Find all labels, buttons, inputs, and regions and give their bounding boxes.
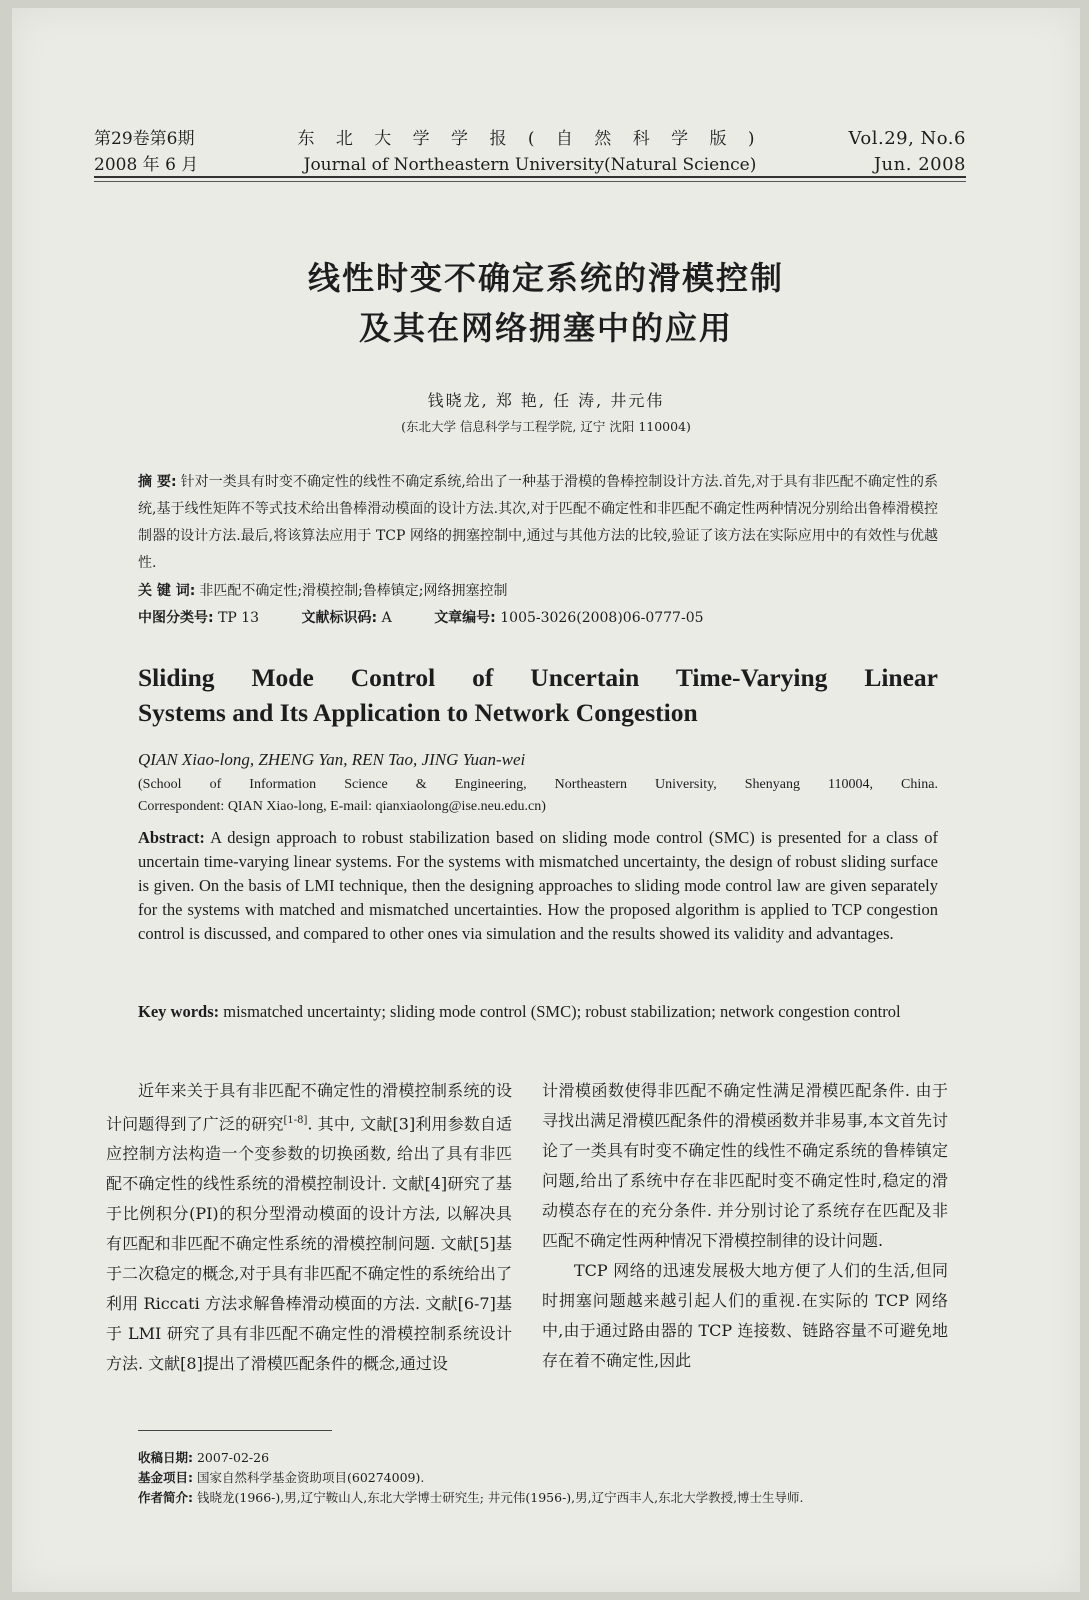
date-cn: 2008 年 6 月 (94, 155, 199, 175)
clc-label: 中图分类号: (138, 610, 214, 626)
received-value: 2007-02-26 (196, 1450, 270, 1465)
title-cn-line1: 线性时变不确定系统的滑模控制 (307, 259, 784, 297)
journal-name-cn: 东 北 大 学 学 报 ( 自 然 科 学 版 ) (297, 129, 763, 149)
footnotes (138, 1448, 968, 1508)
keywords-cn-label: 关 键 词: (138, 583, 196, 599)
title-en-line1: Sliding Mode Control of Uncertain Time-Varying Linear (138, 663, 938, 692)
title-en (138, 660, 938, 730)
keywords-en-text: mismatched uncertainty; sliding mode control (SMC); robust stabilization; network congestion control (223, 1002, 901, 1021)
keywords-en (138, 1000, 938, 1024)
body-paragraph: TCP 网络的迅速发展极大地方便了人们的生活,但同时拥塞问题越来越引起人们的重视.在实际的 TCP 网络中,由于通过路由器的 TCP 连接数、链路容量不可避免地存在着不确定性,因此 (542, 1261, 948, 1370)
title-cn (12, 253, 1080, 353)
volume-issue-en: Vol.29, No.6 (848, 128, 966, 149)
classification-row (138, 605, 938, 632)
issue-info-en (849, 126, 966, 178)
authors-en: QIAN Xiao-long, ZHENG Yan, REN Tao, JING Yuan-wei (138, 750, 526, 769)
affiliation-cn: (东北大学 信息科学与工程学院, 辽宁 沈阳 110004) (401, 419, 691, 434)
body-column-left (106, 1076, 512, 1379)
abstract-cn-label: 摘 要: (138, 474, 177, 490)
fund-label: 基金项目: (138, 1470, 193, 1485)
keywords-cn (138, 578, 938, 605)
paper-page (12, 8, 1080, 1592)
bio-label: 作者简介: (138, 1490, 193, 1505)
abstract-cn-text: 针对一类具有时变不确定性的线性不确定系统,给出了一种基于滑模的鲁棒控制设计方法.首先,对于具有非匹配不确定性的系统,基于线性矩阵不等式技术给出鲁棒滑动模面的设计方法.其次,对于匹配不确定性和非匹配不确定性两种情况分别给出鲁棒滑模控制器的设计方法.最后,将该算法应用于 TCP 网络的拥塞控制中,通过与其他方法的比较,验证了该方法在实际应用中的有效性与优越性. (138, 474, 938, 571)
header-rule-thick (94, 176, 966, 178)
abstract-en-text: A design approach to robust stabilization based on sliding mode control (SMC) is presented for a class of uncertain time-varying linear systems. For the systems with mismatched uncertainty, the design of robust sliding surface is given. On the basis of LMI technique, then the designing approaches to sliding mode control law are given separately for the systems with matched and mismatched uncertainties. How the proposed algorithm is applied to TCP congestion control is discussed, and compared to other ones via simulation and the results showed its validity and advantages. (138, 828, 938, 943)
received-label: 收稿日期: (138, 1450, 193, 1465)
footnote-fund (138, 1468, 968, 1488)
volume-issue-cn: 第29卷第6期 (94, 129, 195, 149)
keywords-en-label: Key words: (138, 1002, 220, 1021)
bio-value: 钱晓龙(1966-),男,辽宁鞍山人,东北大学博士研究生; 井元伟(1956-),男,辽宁西丰人,东北大学教授,博士生导师. (196, 1490, 804, 1505)
body-left-p1-a: 近年来关于具有非匹配不确定性的滑模控制系统的设计问题得到了广泛的研究 (106, 1081, 512, 1134)
body-paragraph (106, 1076, 512, 1379)
affiliation-en-line2: Correspondent: QIAN Xiao-long, E-mail: qianxiaolong@ise.neu.edu.cn) (138, 799, 546, 814)
doc-code-label: 文献标识码: (301, 610, 378, 626)
abstract-en-label: Abstract: (138, 828, 205, 847)
title-cn-line2: 及其在网络拥塞中的应用 (358, 309, 733, 347)
affiliation-en (138, 774, 938, 818)
clc-value: TP 13 (218, 610, 260, 626)
body-paragraph: 计滑模函数使得非匹配不确定性满足滑模匹配条件. 由于寻找出满足滑模匹配条件的滑模函数并非易事,本文首先讨论了一类具有时变不确定性的线性不确定系统的鲁棒镇定问题,给出了系统中存在非匹配时变不确定性时,稳定的滑动模态存在的充分条件. 并分别讨论了系统存在匹配及非匹配不确定性两种情况下滑模控制律的设计问题. (542, 1081, 948, 1250)
body-column-right (542, 1076, 948, 1376)
keywords-cn-text: 非匹配不确定性;滑模控制;鲁棒镇定;网络拥塞控制 (199, 583, 508, 599)
article-number-label: 文章编号: (434, 610, 496, 626)
footnote-received (138, 1448, 968, 1468)
doc-code-value: A (381, 610, 392, 626)
title-en-line2: Systems and Its Application to Network Congestion (138, 698, 698, 727)
body-left-p1-b: . 其中, 文献[3]利用参数自适应控制方法构造一个变参数的切换函数, 给出了具有非匹配不确定性的线性系统的滑模控制设计. 文献[4]研究了基于比例积分(PI)的积分型滑动模面的设计方法, 以解决具有匹配和非匹配不确定性系统的滑模控制问题. 文献[5]基于二次稳定的概念,对于具有非匹配不确定性的系统给出了利用 Riccati 方法求解鲁棒滑动模面的方法. 文献[6-7]基于 LMI 研究了具有非匹配不确定性的滑模控制系统设计方法. 文献[8]提出了滑模匹配条件的概念,通过设 (106, 1114, 512, 1374)
fund-value: 国家自然科学基金资助项目(60274009). (196, 1470, 425, 1485)
footnote-bio (138, 1488, 968, 1508)
header-rule-thin (94, 181, 966, 182)
date-en: Jun. 2008 (873, 154, 966, 175)
journal-name (94, 126, 966, 178)
abstract-cn (138, 469, 938, 577)
affiliation-en-line1: (School of Information Science & Engineering, Northeastern University, Shenyang 110004, China. (138, 777, 938, 792)
article-number-value: 1005-3026(2008)06-0777-05 (500, 610, 704, 626)
journal-name-en: Journal of Northeastern University(Natural Science) (303, 155, 757, 175)
authors-cn: 钱晓龙, 郑 艳, 任 涛, 井元伟 (427, 391, 665, 410)
footnote-rule (138, 1430, 332, 1431)
citation-superscript: [1-8] (283, 1115, 308, 1126)
abstract-en (138, 826, 938, 946)
